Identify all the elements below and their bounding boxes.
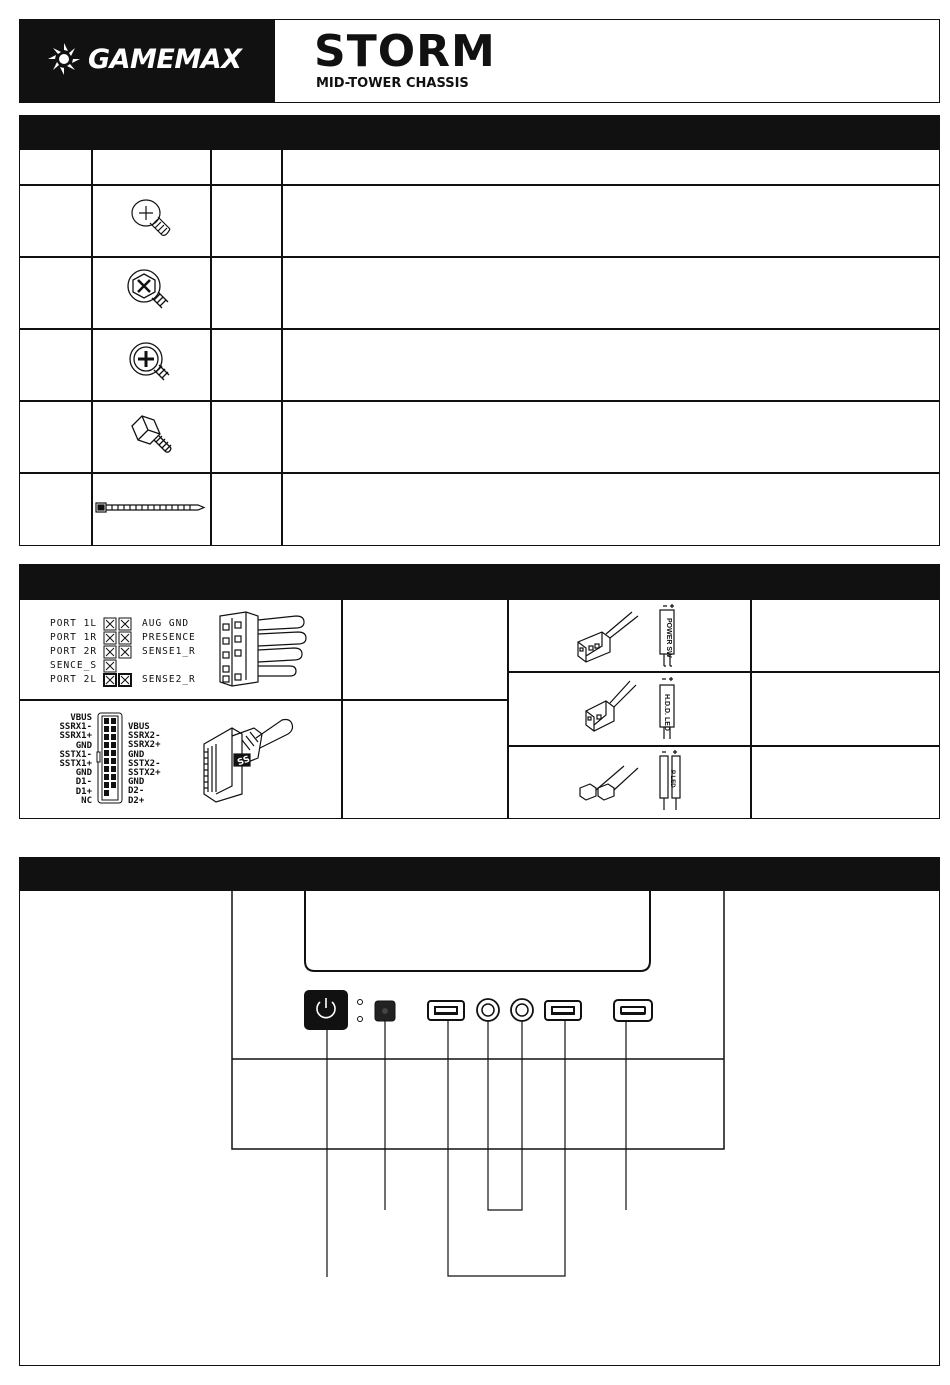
pin-label: SENSE2_R	[142, 674, 196, 685]
hdd-led-indicator	[358, 1017, 363, 1022]
pin-label: AUG GND	[142, 618, 190, 629]
brand-name: GAMEMAX	[88, 44, 242, 75]
row-divider	[19, 472, 940, 474]
pin-label: D1+	[75, 786, 92, 797]
pin-label: SSRX1+	[59, 731, 92, 742]
pin-label: GND	[128, 749, 145, 760]
row-divider	[508, 671, 940, 673]
hdd-led-cable-icon	[582, 677, 692, 741]
connectors-section-bar	[19, 564, 940, 599]
pin-label: GND	[75, 768, 92, 779]
hdd-led-label: H.D.D. LED	[663, 694, 670, 731]
pin-label: D2-	[128, 786, 145, 797]
audio-jack-2[interactable]	[511, 999, 533, 1021]
pin-label: PORT 1R	[50, 632, 98, 643]
column-divider	[210, 150, 212, 546]
usb3-left-pins	[40, 714, 92, 806]
pin-label: GND	[75, 740, 92, 751]
column-divider	[750, 599, 752, 819]
pin-label: SSTX2+	[128, 767, 161, 778]
svg-text:SS: SS	[236, 754, 252, 769]
column-divider	[281, 150, 283, 546]
row-divider	[19, 400, 940, 402]
hd-audio-right-pins	[142, 618, 222, 688]
pin-label: VBUS	[70, 713, 92, 723]
row-divider	[19, 256, 940, 258]
row-divider	[508, 745, 940, 747]
pin-label: SENSE1_R	[142, 646, 196, 657]
column-divider	[341, 599, 343, 819]
hd-audio-left-pins	[50, 618, 110, 688]
usb3-plug-icon	[198, 714, 298, 804]
audio-jack-1[interactable]	[477, 999, 499, 1021]
pin-label: SSTX2-	[128, 758, 161, 769]
power-sw-label: POWER SW	[665, 618, 672, 658]
pin-label: SSRX2+	[128, 740, 161, 751]
power-led-indicator	[358, 1000, 363, 1005]
accessories-table	[19, 115, 940, 546]
pin-label: PORT 2L	[50, 674, 98, 685]
pin-label: SENCE_S	[50, 660, 98, 671]
hex-washer-screw-icon	[124, 266, 174, 318]
product-subtitle: MID-TOWER CHASSIS	[316, 76, 469, 91]
cable-tie-icon	[94, 500, 206, 516]
product-title: STORM	[314, 26, 496, 77]
pin-label	[142, 660, 222, 674]
usb3-right-pins	[128, 723, 188, 806]
pan-head-screw-icon	[128, 195, 174, 245]
front-io-diagram	[230, 891, 726, 1281]
pin-label: SSRX2-	[128, 731, 161, 742]
pin-label: SSTX1-	[59, 749, 92, 760]
pin-label: D2+	[128, 795, 145, 806]
hd-audio-header-icon	[103, 617, 135, 687]
pin-label: NC	[81, 795, 92, 806]
pin-label: GND	[128, 777, 145, 788]
row-divider	[19, 184, 940, 186]
pin-label: D1-	[75, 777, 92, 788]
power-button[interactable]	[304, 990, 348, 1030]
cross-head-screw-icon	[126, 339, 176, 389]
pin-label: VBUS	[128, 722, 150, 732]
column-divider	[91, 150, 93, 546]
pin-label: PORT 2R	[50, 646, 98, 657]
pin-label: SSTX1+	[59, 758, 92, 769]
row-divider	[19, 699, 508, 701]
pin-label: PRESENCE	[142, 632, 196, 643]
standoff-icon	[126, 412, 182, 464]
row-divider	[19, 328, 940, 330]
hd-audio-plug-icon	[218, 610, 308, 688]
pin-label: PORT 1L	[50, 618, 98, 629]
brand-emblem-icon	[46, 41, 82, 77]
power-led-label: P LED	[669, 770, 675, 788]
pin-label: SSRX1-	[59, 722, 92, 733]
usb3-header-icon	[97, 712, 123, 804]
